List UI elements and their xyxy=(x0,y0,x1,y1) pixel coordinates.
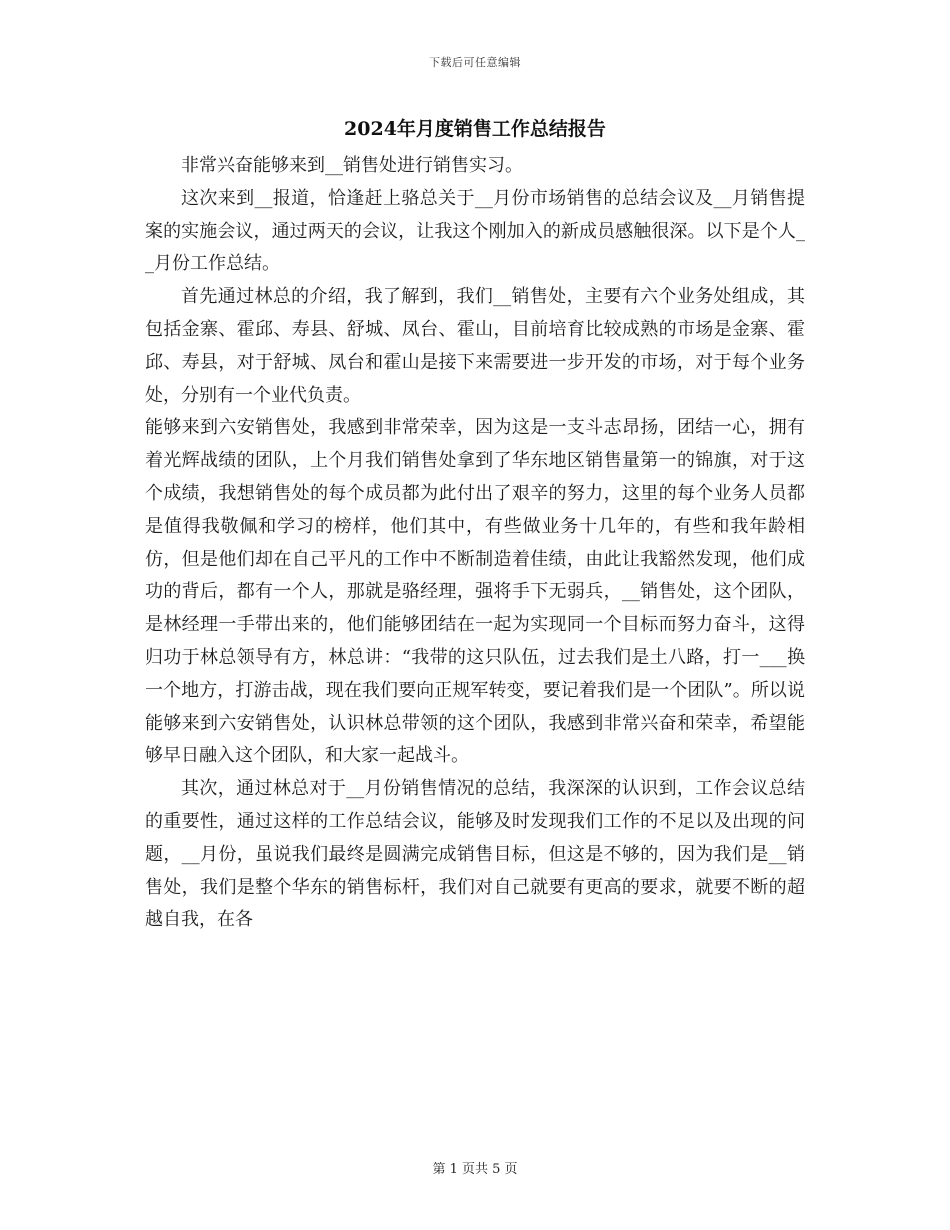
paragraph-meeting: 这次来到__报道，恰逢赶上骆总关于__月份市场销售的总结会议及__月销售提案的实施会议，通过两天的会议，让我这个刚加入的新成员感触很深。以下是个人__月份工作总结。 xyxy=(145,187,805,275)
paragraph-structure: 首先通过林总的介绍，我了解到，我们__销售处，主要有六个业务处组成，其包括金寨、霍邱、寿县、舒城、凤台、霍山，目前培育比较成熟的市场是金寨、霍邱、寿县，对于舒城、凤台和霍山是接下来需要进一步开发的市场，对于每个业务处，分别有一个业代负责。 xyxy=(145,286,805,406)
paragraph-team: 能够来到六安销售处，我感到非常荣幸，因为这是一支斗志昂扬，团结一心，拥有着光辉战绩的团队，上个月我们销售处拿到了华东地区销售量第一的锦旗，对于这个成绩，我想销售处的每个成员都为此付出了艰辛的努力，这里的每个业务人员都是值得我敬佩和学习的榜样，他们其中，有些做业务十几年的，有些和我年龄相仿，但是他们却在自己平凡的工作中不断制造着佳绩，由此让我豁然发现，他们成功的背后，都有一个人，那就是骆经理，强将手下无弱兵，__销售处，这个团队，是林经理一手带出来的，他们能够团结在一起为实现同一个目标而努力奋斗，这得归功于林总领导有方，林总讲：“我带的这只队伍，过去我们是土八路，打一___换一个地方，打游击战，现在我们要向正规军转变，要记着我们是一个团队”。所以说能够来到六安销售处，认识林总带领的这个团队，我感到非常兴奋和荣幸，希望能够早日融入这个团队，和大家一起战斗。 xyxy=(145,417,805,767)
document-title: 2024年月度销售工作总结报告 xyxy=(344,118,606,140)
header-note: 下载后可任意编辑 xyxy=(429,56,521,69)
document-body xyxy=(145,150,805,937)
paragraph-summary: 其次，通过林总对于__月份销售情况的总结，我深深的认识到，工作会议总结的重要性，通过这样的工作总结会议，能够及时发现我们工作的不足以及出现的问题，__月份，虽说我们最终是圆满完成销售目标，但这是不够的，因为我们是__销售处，我们是整个华东的销售标杆，我们对自己就要有更高的要求，就要不断的超越自我，在各 xyxy=(145,778,805,931)
paragraph-intro: 非常兴奋能够来到__销售处进行销售实习。 xyxy=(181,155,523,176)
page-number: 第 1 页共 5 页 xyxy=(432,1162,518,1177)
